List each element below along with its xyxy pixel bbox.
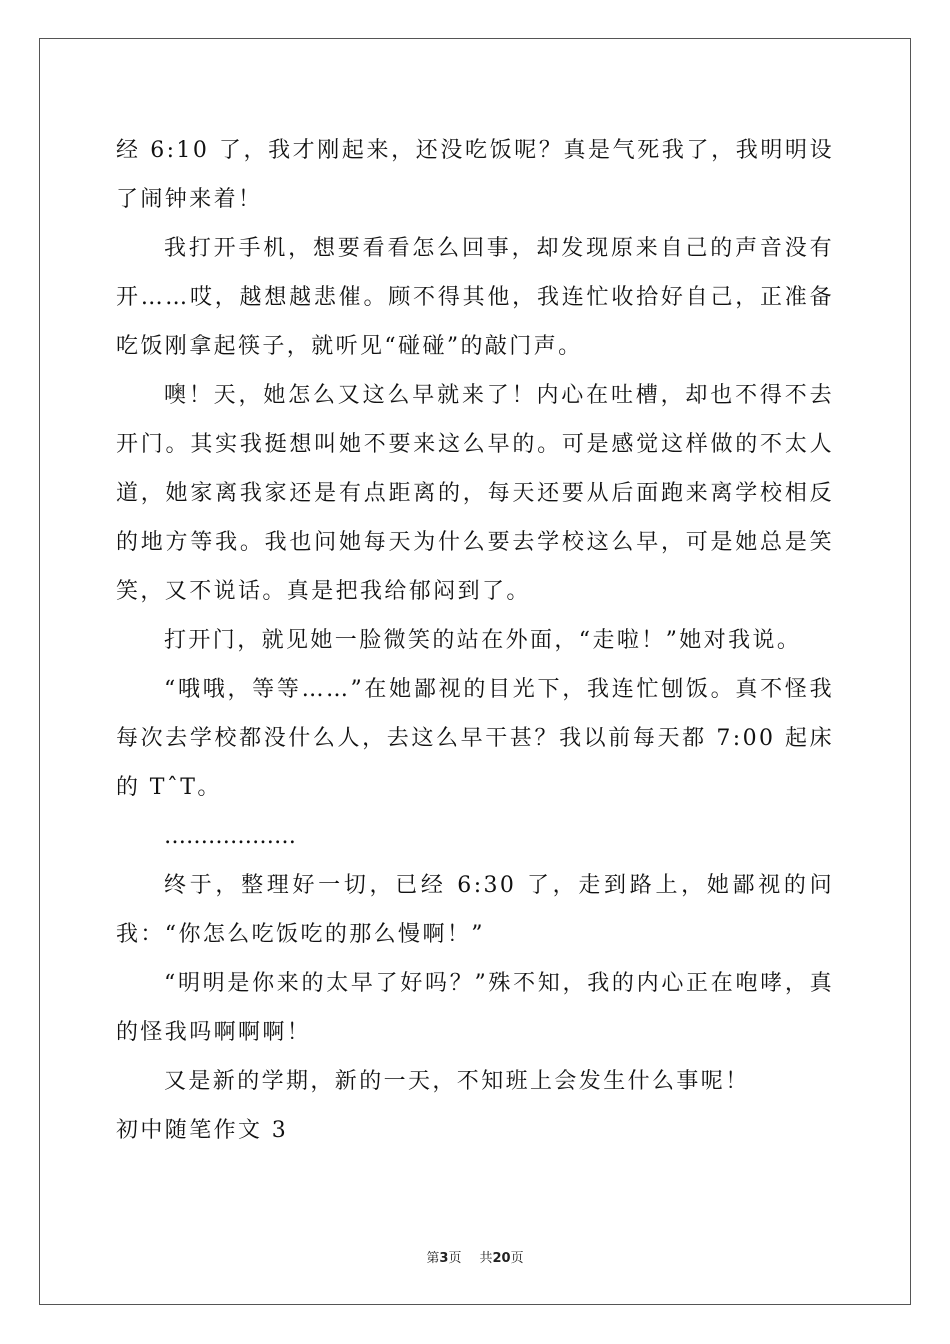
section-heading: 初中随笔作文 3 xyxy=(116,1118,289,1143)
page-footer xyxy=(0,1247,950,1266)
paragraph-3: 噢！天，她怎么又这么早就来了！内心在吐槽，却也不得不去开门。其实我挺想叫她不要来这么早的。可是感觉这样做的不太人道，她家离我家还是有点距离的，每天还要从后面跑来离学校相反的地方等我。我也问她每天为什么要去学校这么早，可是她总是笑笑，又不说话。真是把我给郁闷到了。 xyxy=(116,383,834,604)
total-suffix: 页 xyxy=(510,1251,524,1266)
ellipsis-separator: ……………… xyxy=(164,824,296,849)
paragraph-8: 又是新的学期，新的一天，不知班上会发生什么事呢！ xyxy=(164,1069,750,1094)
page-suffix: 页 xyxy=(448,1251,462,1266)
page-prefix: 第 xyxy=(426,1251,440,1266)
paragraph-2: 我打开手机，想要看看怎么回事，却发现原来自己的声音没有开……哎，越想越悲催。顾不得其他，我连忙收拾好自己，正准备吃饭刚拿起筷子，就听见“碰碰”的敲门声。 xyxy=(116,236,834,359)
total-pages: 20 xyxy=(492,1251,511,1266)
document-body xyxy=(116,126,834,1155)
total-prefix: 共 xyxy=(479,1251,493,1266)
paragraph-6: 终于，整理好一切，已经 6:30 了，走到路上，她鄙视的问我：“你怎么吃饭吃的那么慢啊！” xyxy=(116,873,834,947)
paragraph-1: 经 6:10 了，我才刚起来，还没吃饭呢？真是气死我了，我明明设了闹钟来着！ xyxy=(116,138,834,212)
paragraph-4: 打开门，就见她一脸微笑的站在外面，“走啦！”她对我说。 xyxy=(164,628,802,653)
paragraph-7: “明明是你来的太早了好吗？”殊不知，我的内心正在咆哮，真的怪我吗啊啊啊！ xyxy=(116,971,834,1045)
paragraph-5: “哦哦，等等……”在她鄙视的目光下，我连忙刨饭。真不怪我每次去学校都没什么人，去这么早干甚？我以前每天都 7:00 起床的 TˆT。 xyxy=(116,677,834,800)
page-number: 3 xyxy=(439,1251,449,1266)
